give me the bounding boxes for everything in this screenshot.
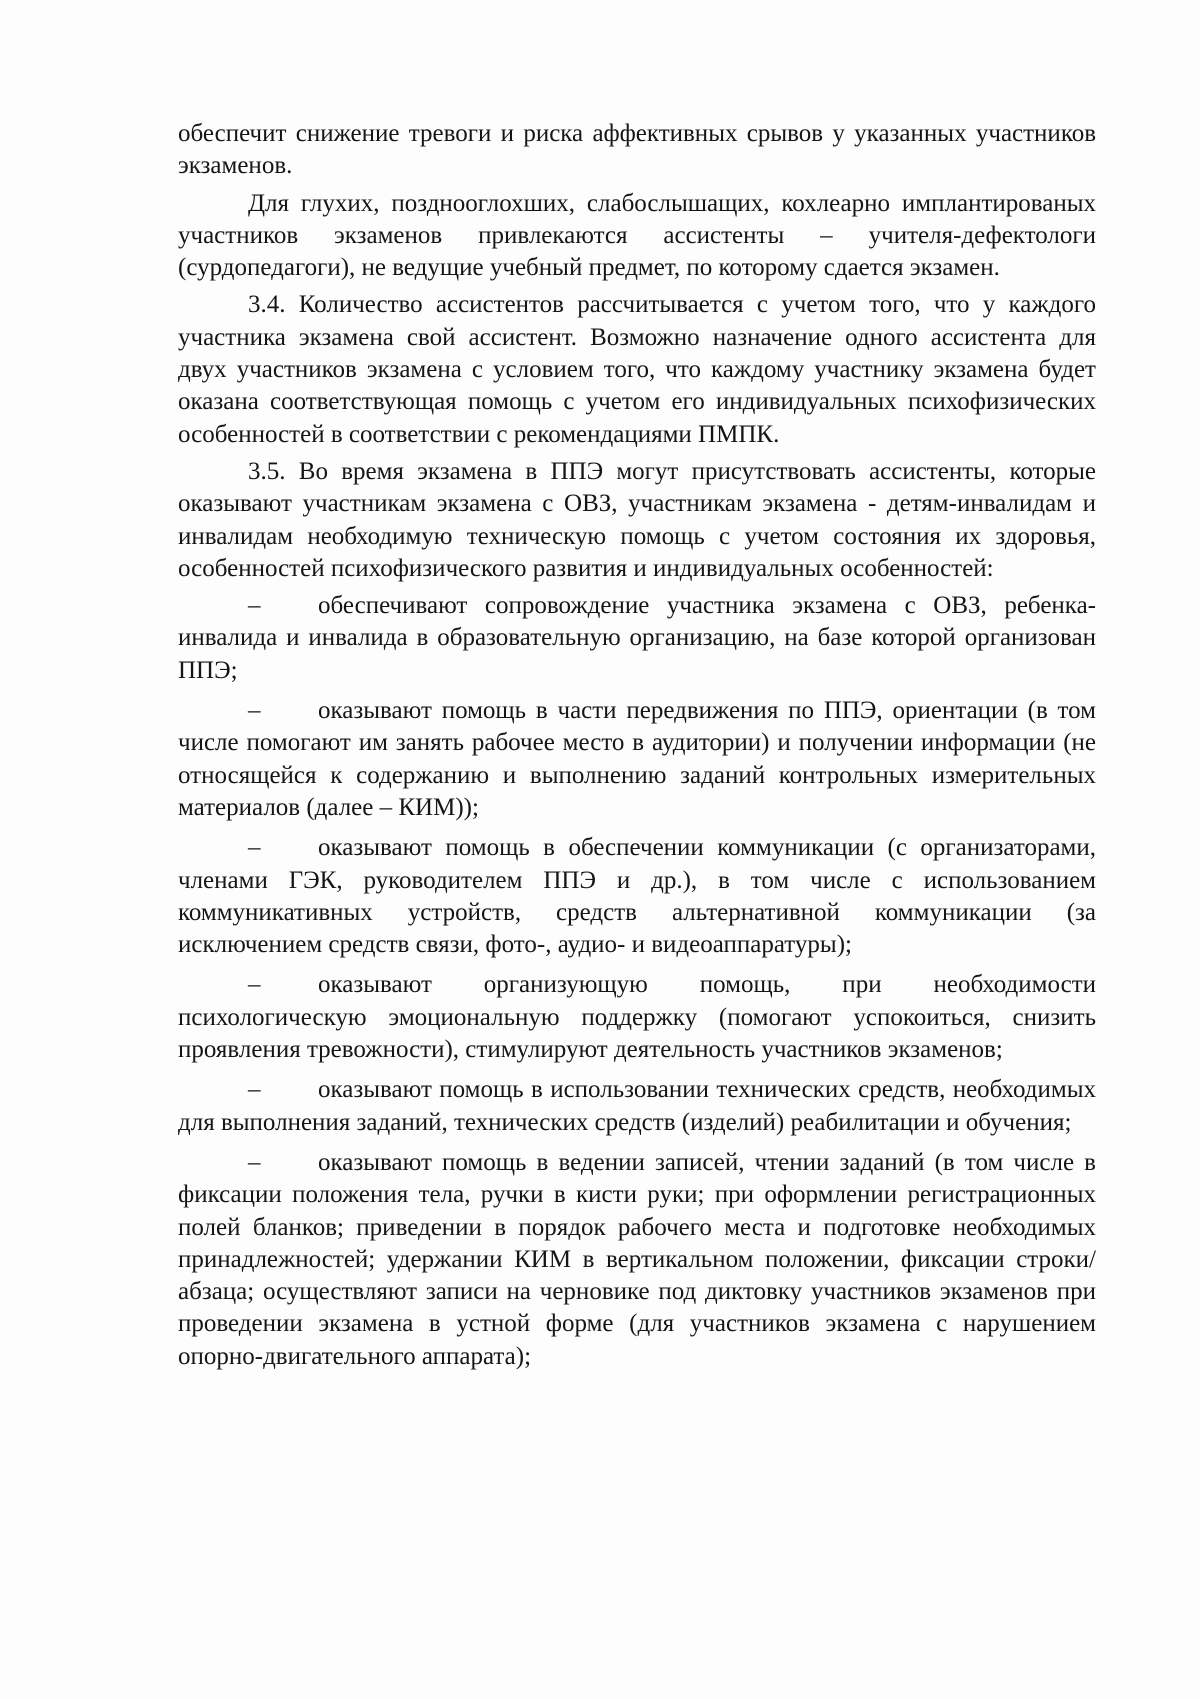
list-item-text: оказывают помощь в части передвижения по ППЭ, ориентации (в том числе помогают им занять рабочее место в аудитории) и получении информации (не относящейся к содержанию и выполнению заданий контрольных измерительных материалов (далее – КИМ)); — [178, 697, 1096, 821]
document-body — [178, 118, 1096, 1373]
list-item — [178, 590, 1096, 687]
paragraph-continuation: обеспечит снижение тревоги и риска аффективных срывов у указанных участников экзаменов. — [178, 120, 1096, 180]
list-item — [178, 969, 1096, 1066]
list-item — [178, 832, 1096, 961]
list-item — [178, 695, 1096, 824]
list-dash: – — [248, 971, 261, 999]
list-item-text: оказывают организующую помощь, при необходимости психологическую эмоциональную поддержку (помогают успокоиться, снизить проявления тревожности), стимулируют деятельность участников экзаменов; — [178, 971, 1096, 1064]
list-item — [178, 1074, 1096, 1139]
list-item-text: оказывают помощь в использовании технических средств, необходимых для выполнения заданий, технических средств (изделий) реабилитации и обучения; — [178, 1076, 1096, 1136]
paragraph-deaf-participants: Для глухих, позднооглохших, слабослышащих, кохлеарно имплантированых участников экзаменов привлекаются ассистенты – учителя-дефектологи (сурдопедагоги), не ведущие учебный предмет, по которому сдается экзамен. — [178, 189, 1096, 282]
list-dash: – — [248, 592, 261, 620]
list-dash: – — [248, 1148, 261, 1176]
list-item-text: оказывают помощь в ведении записей, чтении заданий (в том числе в фиксации положения тела, ручки в кисти руки; при оформлении регистрационных полей бланков; приведении в порядок рабочего места и подготовке необходимых принадлежностей; удержании КИМ в вертикальном положении, фиксации строки/абзаца; осуществляют записи на черновике под диктовку участников экзаменов при проведении экзамена в устной форме (для участников экзамена с нарушением опорно-двигательного аппарата); — [178, 1148, 1096, 1370]
list-dash: – — [248, 697, 261, 725]
list-dash: – — [248, 834, 261, 862]
list-item-text: обеспечивают сопровождение участника экзамена с ОВЗ, ребенка-инвалида и инвалида в образовательную организацию, на базе которой организован ППЭ; — [178, 592, 1096, 684]
paragraph-section-3-4: 3.4. Количество ассистентов рассчитывается с учетом того, что у каждого участника экзамена свой ассистент. Возможно назначение одного ассистента для двух участников экзамена с условием того, что каждому участнику экзамена будет оказана соответствующая помощь с учетом его индивидуальных психофизических особенностей в соответствии с рекомендациями ПМПК. — [178, 291, 1096, 448]
paragraph-section-3-5: 3.5. Во время экзамена в ППЭ могут присутствовать ассистенты, которые оказывают участникам экзамена с ОВЗ, участникам экзамена - детям-инвалидам и инвалидам необходимую техническую помощь с учетом состояния их здоровья, особенностей психофизического развития и индивидуальных особенностей: — [178, 457, 1096, 582]
list-dash: – — [248, 1076, 261, 1104]
list-item-text: оказывают помощь в обеспечении коммуникации (с организаторами, членами ГЭК, руководителем ППЭ и др.), в том числе с использованием коммуникативных устройств, средств альтернативной коммуникации (за исключением средств связи, фото-, аудио- и видеоаппаратуры); — [178, 834, 1096, 959]
list-item — [178, 1147, 1096, 1373]
